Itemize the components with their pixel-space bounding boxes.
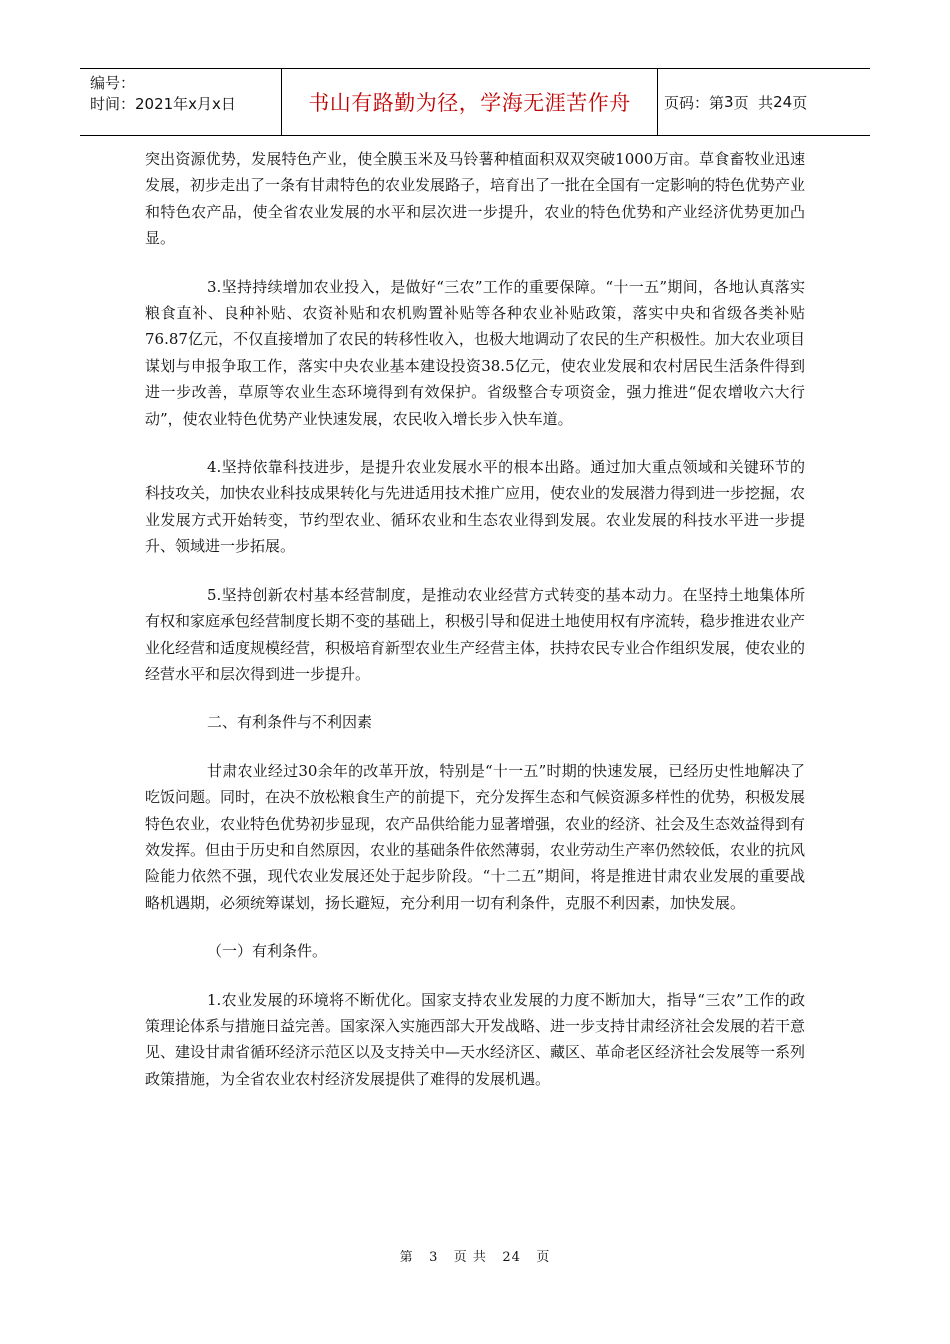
footer-prefix: 第: [399, 1250, 414, 1265]
footer-suffix: 页: [536, 1250, 551, 1265]
section-heading: 二、有利条件与不利因素: [207, 713, 373, 732]
header-page-total: 24: [773, 93, 793, 111]
header-page-current: 3: [724, 93, 734, 111]
paragraph: 3.坚持持续增加农业投入，是做好“三农”工作的重要保障。“十一五”期间，各地认真落实粮食直补、良种补贴、农资补贴和农机购置补贴等各种农业补贴政策，落实中央和省级各类补贴76.87亿元，不仅直接增加了农民的转移性收入，也极大地调动了农民的生产积极性。加大农业项目谋划与申报争取工作，落实中央农业基本建设投资38.5亿元，使农业发展和农村居民生活条件得到进一步改善，草原等农业生态环境得到有效保护。省级整合专项资金，强力推进“促农增收六大行动”，使农业特色优势产业快速发展，农民收入增长步入快车道。: [145, 277, 805, 428]
subsection-heading: （一）有利条件。: [207, 942, 328, 961]
paragraph: 5.坚持创新农村基本经营制度，是推动农业经营方式转变的基本动力。在坚持土地集体所有权和家庭承包经营制度长期不变的基础上，积极引导和促进土地使用权有序流转，稳步推进农业产业化经营和适度规模经营，积极培育新型农业生产经营主体，扶持农民专业合作组织发展，使农业的经营水平和层次得到进一步提升。: [145, 585, 806, 683]
page-footer: [0, 1246, 950, 1265]
header-page-label: 页码：第: [664, 93, 725, 112]
paragraph: 4.坚持依靠科技进步，是提升农业发展水平的根本出路。通过加大重点领域和关键环节的科技攻关，加快农业科技成果转化与先进适用技术推广应用，使农业的发展潜力得到进一步挖掘，农业发展方式开始转变，节约型农业、循环农业和生态农业得到发展。农业发展的科技水平进一步提升、领域进一步拓展。: [145, 458, 806, 556]
footer-page-total: 24: [502, 1250, 521, 1265]
header-page-info: [658, 69, 870, 135]
paragraph: 1.农业发展的环境将不断优化。国家支持农业发展的力度不断加大，指导“三农”工作的政策理论体系与措施日益完善。国家深入实施西部大开发战略、进一步支持甘肃经济社会发展的若干意见、建设甘肃省循环经济示范区以及支持关中—天水经济区、藏区、革命老区经济社会发展等一系列政策措施，为全省农业农村经济发展提供了难得的发展机遇。: [145, 990, 806, 1088]
paragraph: 甘肃农业经过30余年的改革开放，特别是“十一五”时期的快速发展，已经历史性地解决了吃饭问题。同时，在决不放松粮食生产的前提下，充分发挥生态和气候资源多样性的优势，积极发展特色农业，农业特色优势初步显现，农产品供给能力显著增强，农业的经济、社会及生态效益得到有效发挥。但由于历史和自然原因，农业的基础条件依然薄弱，农业劳动生产率仍然较低，农业的抗风险能力依然不强，现代农业发展还处于起步阶段。“十二五”期间，将是推进甘肃农业发展的重要战略机遇期，必须统筹谋划，扬长避短，充分利用一切有利条件，克服不利因素，加快发展。: [145, 761, 806, 912]
document-time-label: 时间：2021年x月x日: [90, 95, 236, 113]
footer-middle: 页 共: [453, 1250, 487, 1265]
header-motto: 书山有路勤为径，学海无涯苦作舟: [282, 69, 658, 135]
header-meta: [80, 69, 282, 135]
header-page-end: 页: [792, 93, 808, 112]
document-body: [145, 146, 805, 1092]
paragraph: 突出资源优势，发展特色产业，使全膜玉米及马铃薯种植面积双双突破1000万亩。草食畜牧业迅速发展，初步走出了一条有甘肃特色的农业发展路子，培育出了一批在全国有一定影响的特色优势产业和特色农产品，使全省农业发展的水平和层次进一步提升，农业的特色优势和产业经济优势更加凸显。: [145, 150, 806, 248]
footer-page-current: 3: [429, 1250, 439, 1265]
header-page-middle: 页 共: [733, 93, 774, 112]
document-number-label: 编号：: [90, 74, 136, 92]
page-header: [80, 68, 870, 136]
